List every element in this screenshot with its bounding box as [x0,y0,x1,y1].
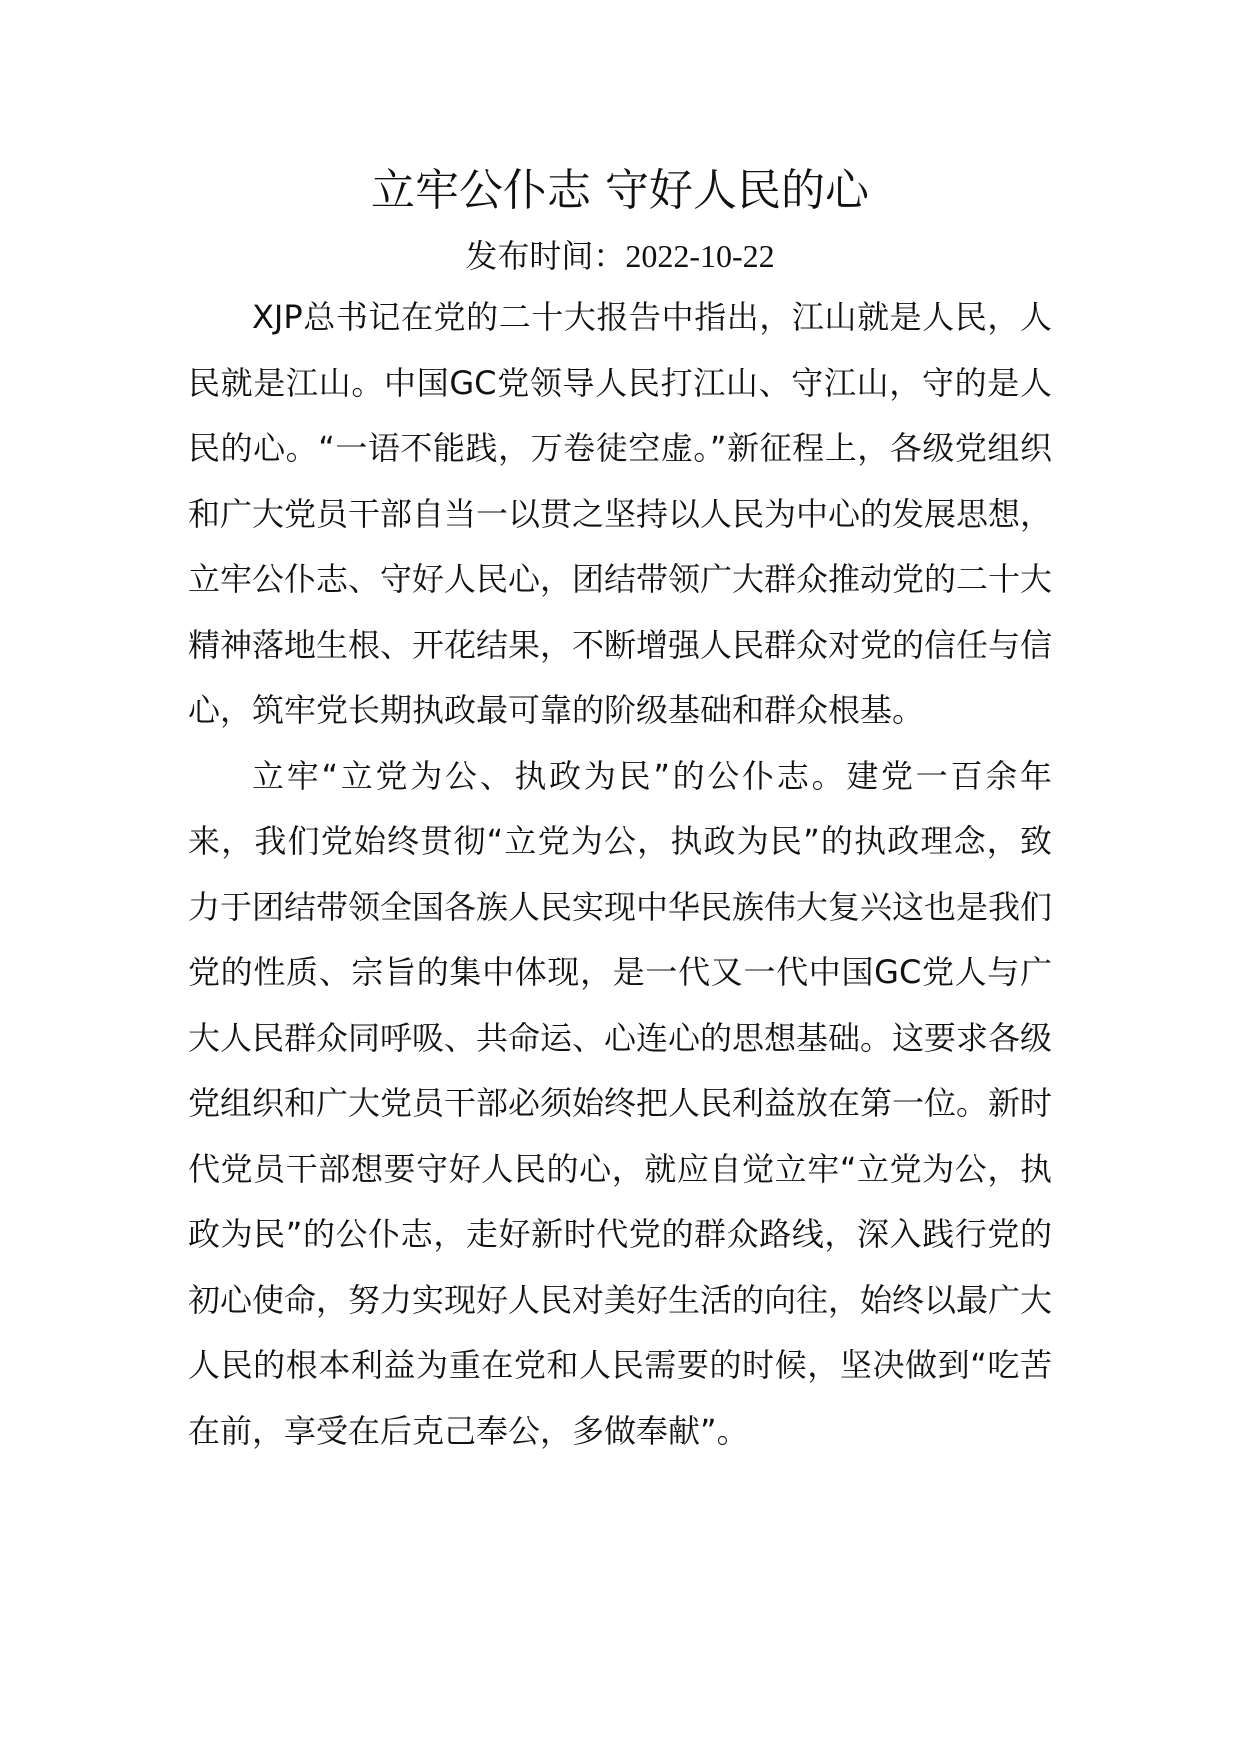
paragraph-1: XJP总书记在党的二十大报告中指出，江山就是人民，人民就是江山。中国GC党领导人民打江山、守江山，守的是人民的心。“一语不能践，万卷徒空虚。”新征程上，各级党组织和广大党员干部自当一以贯之坚持以人民为中心的发展思想，立牢公仆志、守好人民心，团结带领广大群众推动党的二十大精神落地生根、开花结果，不断增强人民群众对党的信任与信心，筑牢党长期执政最可靠的阶级基础和群众根基。 [188,298,1053,729]
document-title: 立牢公仆志 守好人民的心 [371,165,869,216]
publish-label: 发布时间： [465,237,626,275]
paragraph-2: 立牢“立党为公、执政为民”的公仆志。建党一百余年来，我们党始终贯彻“立党为公，执政为民”的执政理念，致力于团结带领全国各族人民实现中华民族伟大复兴这也是我们党的性质、宗旨的集中体现，是一代又一代中国GC党人与广大人民群众同呼吸、共命运、心连心的思想基础。这要求各级党组织和广大党员干部必须始终把人民利益放在第一位。新时代党员干部想要守好人民的心，就应自觉立牢“立党为公，执政为民”的公仆志，走好新时代党的群众路线，深入践行党的初心使命，努力实现好人民对美好生活的向往，始终以最广大人民的根本利益为重在党和人民需要的时候，坚决做到“吃苦在前，享受在后克己奉公，多做奉献”。 [188,756,1053,1450]
publish-date: 2022-10-22 [625,238,775,274]
publish-info [188,227,1052,285]
document-page [188,155,1052,1464]
